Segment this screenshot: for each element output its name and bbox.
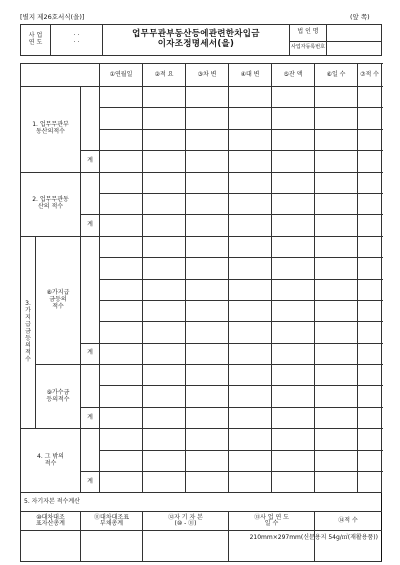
cell[interactable] [358,386,382,407]
s4-row [21,429,382,450]
subtotal-label: 계 [81,215,100,236]
cell[interactable] [229,365,272,386]
cell[interactable] [358,322,382,343]
cell[interactable] [315,407,358,428]
cell[interactable] [100,343,143,364]
cell[interactable] [186,429,229,450]
cell[interactable] [272,108,315,129]
cell[interactable] [272,258,315,279]
cell[interactable] [272,429,315,450]
cell[interactable] [143,407,186,428]
business-year-value[interactable]: · · · · [51,25,103,56]
cell[interactable] [358,450,382,471]
cell[interactable] [315,386,358,407]
cell[interactable] [272,343,315,364]
cell[interactable] [100,193,143,214]
cell[interactable] [229,472,272,493]
cell[interactable] [229,87,272,108]
cell[interactable] [143,151,186,172]
cell[interactable] [143,215,186,236]
equity-col-assets: ⑩대차대조 표자산총계 [21,512,81,531]
cell[interactable] [186,236,229,257]
cell[interactable] [272,472,315,493]
cell[interactable] [186,365,229,386]
section5-header-row [21,512,382,531]
cell[interactable] [358,365,382,386]
cell[interactable] [229,108,272,129]
section4-label: 4. 그 밖의 적수 [21,429,81,493]
cell[interactable] [358,87,382,108]
equity-col-product: ⑭적 수 [315,512,382,531]
cell[interactable] [358,258,382,279]
header-table [20,24,382,56]
cell[interactable] [272,407,315,428]
cell[interactable] [100,386,143,407]
cell[interactable] [315,343,358,364]
col-days: ⑥일 수 [315,64,358,87]
cell[interactable] [100,236,143,257]
cell[interactable] [272,279,315,300]
section3b-label: ⑨가수금 등의적수 [36,365,81,429]
cell[interactable] [186,87,229,108]
cell[interactable] [315,151,358,172]
cell[interactable] [143,258,186,279]
section1-label: 1. 업무무관부 동산의적수 [21,87,81,173]
cell[interactable] [100,472,143,493]
subtotal-label: 계 [81,151,100,172]
cell[interactable] [315,300,358,321]
cell[interactable] [315,450,358,471]
cell[interactable] [272,129,315,150]
col-credit: ④대 변 [229,64,272,87]
cell[interactable] [100,450,143,471]
cell[interactable] [186,129,229,150]
cell[interactable] [272,87,315,108]
col-date: ①연월일 [100,64,143,87]
cell[interactable] [186,172,229,193]
cell[interactable] [100,108,143,129]
cell[interactable] [143,343,186,364]
col-summary: ②적 요 [143,64,186,87]
cell[interactable] [143,172,186,193]
cell[interactable] [229,343,272,364]
cell[interactable] [229,450,272,471]
cell[interactable] [186,151,229,172]
cell[interactable] [229,215,272,236]
s3b-row [21,365,382,386]
cell[interactable] [100,365,143,386]
s4-spacer [81,429,100,472]
equity-col-liabilities: ⑪대차대조표 부채총계 [81,512,143,531]
cell[interactable] [358,343,382,364]
cell[interactable] [315,236,358,257]
cell[interactable] [229,193,272,214]
equity-col-days: ⑬사 업 연 도 일 수 [229,512,315,531]
cell[interactable] [272,300,315,321]
cell[interactable] [315,322,358,343]
paper-spec: 210mm×297mm(신문용지 54g/㎡(재활용품)) [249,534,378,541]
cell[interactable] [186,279,229,300]
equity-equity-field[interactable] [143,531,229,562]
form-title [103,25,290,56]
cell[interactable] [186,322,229,343]
cell[interactable] [143,87,186,108]
cell[interactable] [186,450,229,471]
form-title-line2: 이자조정명세서(을) [157,39,235,49]
cell[interactable] [358,279,382,300]
col-debit: ③차 변 [186,64,229,87]
cell[interactable] [229,129,272,150]
cell[interactable] [272,322,315,343]
cell[interactable] [272,172,315,193]
cell[interactable] [186,407,229,428]
cell[interactable] [143,300,186,321]
section5-title: 5. 자기자본 적수계산 [21,493,382,512]
form-title-line1: 업무무관부동산등에관련한차입금 [132,29,260,40]
cell[interactable] [358,215,382,236]
cell[interactable] [143,236,186,257]
cell[interactable] [143,429,186,450]
cell[interactable] [315,193,358,214]
cell[interactable] [186,258,229,279]
cell[interactable] [315,279,358,300]
cell[interactable] [143,279,186,300]
cell[interactable] [100,429,143,450]
cell[interactable] [143,129,186,150]
column-header-row [21,64,382,87]
s3a-row [21,236,382,257]
cell[interactable] [100,258,143,279]
page-label: (앞 쪽) [350,13,370,21]
cell[interactable] [100,87,143,108]
cell[interactable] [272,236,315,257]
equity-col-equity: ⑫자 기 자 본 (⑩ - ⑪) [143,512,229,531]
cell[interactable] [358,429,382,450]
equity-liabilities-field[interactable] [81,531,143,562]
cell[interactable] [186,215,229,236]
cell[interactable] [272,215,315,236]
section2-label: 2. 업무무관동 산의 적수 [21,172,81,236]
cell[interactable] [272,386,315,407]
cell[interactable] [358,129,382,150]
main-table [20,63,382,562]
cell[interactable] [229,172,272,193]
cell[interactable] [272,151,315,172]
cell[interactable] [229,322,272,343]
cell[interactable] [315,365,358,386]
cell[interactable] [315,108,358,129]
cell[interactable] [100,151,143,172]
corp-name-field[interactable] [327,25,382,42]
cell[interactable] [315,472,358,493]
col-balance: ⑤잔 액 [272,64,315,87]
cell[interactable] [315,172,358,193]
cell[interactable] [229,407,272,428]
form-id: [별지 제26호서식(을)] [20,13,85,21]
cell[interactable] [143,386,186,407]
cell[interactable] [100,279,143,300]
cell[interactable] [100,300,143,321]
s1-row [21,87,382,108]
section3-label [21,236,36,429]
cell[interactable] [186,386,229,407]
cell[interactable] [143,450,186,471]
cell[interactable] [100,129,143,150]
cell[interactable] [358,236,382,257]
cell[interactable] [358,472,382,493]
cell[interactable] [358,151,382,172]
cell[interactable] [229,300,272,321]
cell[interactable] [358,193,382,214]
cell[interactable] [143,108,186,129]
s2-spacer [81,172,100,215]
cell[interactable] [358,300,382,321]
cell[interactable] [186,193,229,214]
cell[interactable] [229,258,272,279]
cell[interactable] [100,215,143,236]
cell[interactable] [229,386,272,407]
cell[interactable] [272,450,315,471]
cell[interactable] [100,322,143,343]
s3b-spacer [81,365,100,408]
equity-assets-field[interactable] [21,531,81,562]
biz-reg-label: 사업자등록번호 [290,41,327,55]
subtotal-label: 계 [81,472,100,493]
cell[interactable] [315,87,358,108]
cell[interactable] [229,236,272,257]
s3a-spacer [81,236,100,343]
cell[interactable] [315,215,358,236]
cell[interactable] [143,322,186,343]
section3-label-text: 3. 가 지 급 금 등 의 적 수 [25,300,31,363]
header-blank [21,64,100,87]
cell[interactable] [272,193,315,214]
cell[interactable] [315,129,358,150]
cell[interactable] [229,279,272,300]
cell[interactable] [186,108,229,129]
cell[interactable] [100,172,143,193]
section5-title-row [21,493,382,512]
cell[interactable] [358,407,382,428]
cell[interactable] [315,429,358,450]
s1-spacer [81,87,100,151]
section3a-label: ⑧가지급 금등의 적수 [36,236,81,364]
cell[interactable] [358,108,382,129]
subtotal-label: 계 [81,343,100,364]
business-year-label: 사 업 연 도 [21,25,51,56]
cell[interactable] [229,151,272,172]
cell[interactable] [186,472,229,493]
cell[interactable] [358,172,382,193]
cell[interactable] [143,472,186,493]
s2-row [21,172,382,193]
cell[interactable] [100,407,143,428]
col-product: ⑦적 수 [358,64,382,87]
biz-reg-field[interactable] [327,41,382,55]
cell[interactable] [143,365,186,386]
cell[interactable] [186,343,229,364]
cell[interactable] [272,365,315,386]
subtotal-label: 계 [81,407,100,428]
cell[interactable] [229,429,272,450]
corp-name-label: 법 인 명 [290,25,327,42]
cell[interactable] [143,193,186,214]
cell[interactable] [315,258,358,279]
cell[interactable] [186,300,229,321]
